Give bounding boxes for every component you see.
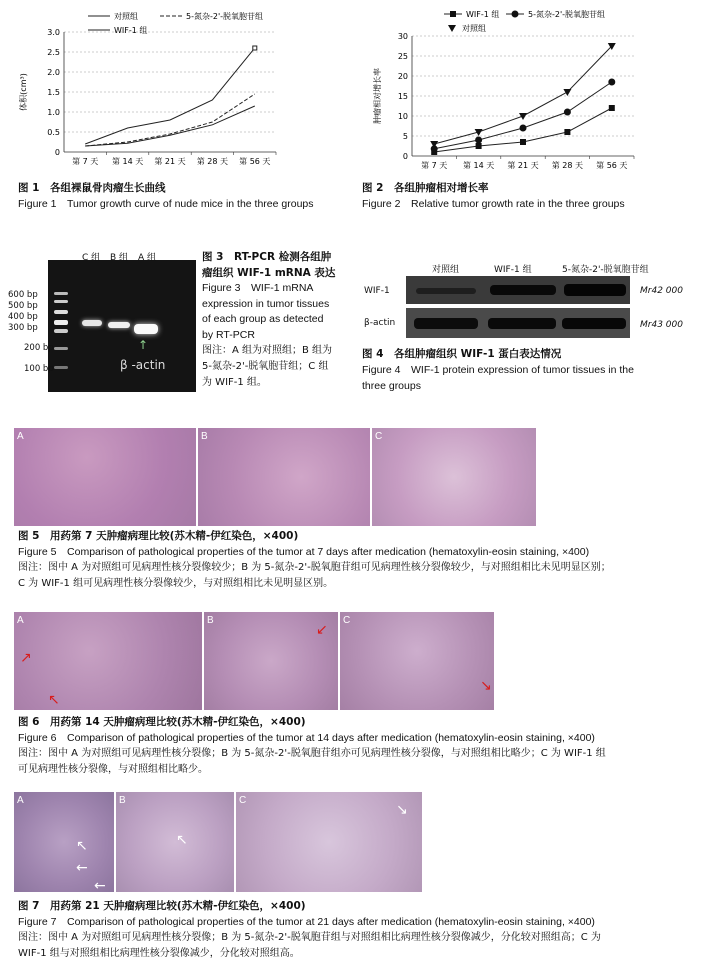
fig4-caption-en-2: three groups: [362, 380, 421, 392]
fig2-caption-zh: 图 2 各组肿瘤相对增长率: [362, 182, 489, 194]
x-tick-label: 第 21 天: [507, 161, 539, 170]
series-line: [85, 48, 255, 144]
data-point-circle: [608, 79, 615, 86]
legend-label-ctrl: 对照组: [462, 24, 486, 33]
fig2-chart: [372, 6, 652, 178]
x-tick-label: 第 56 天: [596, 161, 628, 170]
fig6-note-1: 图注：图中 A 为对照组可见病理性核分裂像；B 为 5-氮杂-2'-脱氧胞苷组亦可见病理性核分裂像，与对照组相比略少；C 为 WIF-1 组: [18, 748, 606, 759]
fig5-label-c: C: [375, 431, 383, 442]
data-point-circle: [564, 109, 571, 116]
fig1-caption: [18, 180, 348, 212]
x-tick-label: 第 28 天: [551, 161, 584, 170]
fig5-panels: [14, 428, 536, 526]
y-tick-label: 15: [397, 92, 408, 101]
legend-label-wif: WIF-1 组: [466, 10, 500, 19]
band-a: [134, 324, 158, 334]
red-arrow-icon: ↖: [48, 692, 60, 708]
y-tick-label: 1.5: [47, 88, 60, 97]
legend-marker-square: [450, 11, 456, 17]
legend-marker-triangle: [448, 25, 456, 32]
fig6-caption-zh: 图 6 用药第 14 天肿瘤病理比较(苏木精-伊红染色，×400): [18, 716, 306, 728]
fig3-gel: [8, 250, 196, 392]
data-point-circle: [475, 137, 482, 144]
fig4-caption: [362, 346, 702, 394]
fig7-panels: [14, 792, 422, 892]
fig3-caption-line2: 瘤组织 WIF-1 mRNA 表达: [202, 266, 336, 279]
y-tick-label: 10: [397, 112, 408, 121]
fig6-caption: [18, 714, 708, 778]
fig3-caption-line6: by RT-PCR: [202, 328, 255, 341]
fig6-caption-en: Figure 6 Comparison of pathological properties of the tumor at 14 days after medication (hematoxylin-eosin staining, ×400): [18, 732, 595, 744]
fig7-caption-zh: 图 7 用药第 21 天肿瘤病理比较(苏木精-伊红染色，×400): [18, 900, 306, 912]
fig3-caption-line4: expression in tumor tissues: [202, 297, 330, 310]
data-point-square: [476, 143, 482, 149]
red-arrow-icon: ↙: [316, 622, 328, 638]
fig4-blot: [362, 260, 702, 342]
fig5-caption: [18, 528, 708, 592]
y-tick-label: 20: [397, 72, 408, 81]
fig7-caption: [18, 898, 708, 962]
data-point-triangle: [563, 89, 571, 96]
fig3-caption-line7: 图注：A 组为对照组；B 组为: [202, 345, 333, 356]
marker-400: 400 bp: [8, 312, 38, 322]
fig5-label-b: B: [201, 431, 208, 442]
fig1-caption-zh: 图 1 各组裸鼠骨肉瘤生长曲线: [18, 182, 166, 194]
mw-wif1: Mr42 000: [640, 286, 683, 296]
fig3-caption-line1: 图 3 RT-PCR 检测各组肿: [202, 251, 332, 263]
legend-marker-circle: [512, 11, 519, 18]
y-tick-label: 3.0: [47, 28, 60, 37]
fig5-panel-b: [198, 428, 370, 526]
fig3-caption-line9: 为 WIF-1 组。: [202, 377, 267, 388]
fig7-note-2: WIF-1 组与对照组相比病理性核分裂像减少，分化较对照组高。: [18, 948, 300, 959]
x-tick-label: 第 21 天: [154, 157, 186, 166]
lane-label-b: B 组: [110, 253, 129, 263]
white-arrow-icon: ↖: [76, 838, 88, 854]
fig7-label-c: C: [239, 795, 247, 806]
blot-row-actin: β-actin: [364, 318, 396, 328]
y-tick-label: 30: [397, 32, 408, 41]
fig7-label-a: A: [17, 795, 24, 806]
data-point-square: [520, 139, 526, 145]
blot-strip-wif1: [406, 276, 630, 304]
fig6-label-a: A: [17, 615, 24, 626]
lane-label-c: C 组: [82, 253, 101, 263]
fig2-caption: [362, 180, 702, 212]
y-tick-label: 5: [402, 132, 408, 141]
white-arrow-icon: ↘: [396, 802, 408, 818]
legend-label-ctrl: 对照组: [114, 12, 138, 21]
blot-row-wif1: WIF-1: [364, 286, 390, 296]
fig3-caption: [202, 250, 362, 391]
red-arrow-icon: ↘: [480, 678, 492, 694]
fig6-panels: [14, 612, 494, 710]
y-tick-label: 1.0: [47, 108, 60, 117]
y-tick-label: 2.5: [47, 48, 60, 57]
data-point-square: [564, 129, 570, 135]
fig7-label-b: B: [119, 795, 126, 806]
fig5-panel-a: [14, 428, 196, 526]
fig5-note-2: C 为 WIF-1 组可见病理性核分裂像较少，与对照组相比未见明显区别。: [18, 578, 334, 589]
fig6-label-c: C: [343, 615, 351, 626]
white-arrow-icon: ←: [76, 860, 88, 876]
white-arrow-icon: ←: [94, 878, 106, 892]
fig5-note-1: 图注：图中 A 为对照组可见病理性核分裂像较少；B 为 5-氮杂-2'-脱氧胞苷组可见病理性核分裂像较少，与对照组相比未见明显区别；: [18, 562, 611, 573]
blot-group-wif: WIF-1 组: [494, 265, 532, 275]
fig6-panel-c: [340, 612, 494, 710]
fig3-caption-line3: Figure 3 WIF-1 mRNA: [202, 282, 314, 294]
fig7-caption-en: Figure 7 Comparison of pathological properties of the tumor at 21 days after medication (hematoxylin-eosin staining, ×400): [18, 916, 595, 928]
fig3-caption-line5: of each group as detected: [202, 313, 324, 325]
x-tick-label: 第 28 天: [196, 157, 229, 166]
marker-100: 100 bp: [24, 364, 54, 374]
fig4-caption-zh: 图 4 各组肿瘤组织 WIF-1 蛋白表达情况: [362, 348, 562, 360]
x-tick-label: 第 7 天: [72, 157, 99, 166]
fig6-note-2: 可见病理性核分裂像，与对照组相比略少。: [18, 764, 208, 775]
legend-label-aza: 5-氮杂-2'-脱氧胞苷组: [528, 10, 606, 19]
blot-group-ctrl: 对照组: [432, 265, 460, 275]
blot-strip-actin: [406, 308, 630, 338]
fig7-panel-c: [236, 792, 422, 892]
y-tick-label: 0: [54, 148, 60, 157]
lane-label-a: A 组: [138, 253, 157, 263]
x-tick-label: 第 14 天: [462, 161, 495, 170]
band-c: [82, 320, 102, 326]
ladder-bands: [54, 292, 68, 382]
blot-group-aza: 5-氮杂-2'-脱氧胞苷组: [562, 265, 649, 275]
fig7-panel-a: [14, 792, 114, 892]
y-tick-label: 0.5: [47, 128, 60, 137]
red-arrow-icon: ↗: [20, 650, 32, 666]
band-b: [108, 322, 130, 328]
actin-label: β -actin: [120, 358, 166, 372]
legend-label-wif: WIF-1 组: [114, 26, 148, 35]
data-point-square: [609, 105, 615, 111]
y-tick-label: 2.0: [47, 68, 60, 77]
fig1-caption-en: Figure 1 Tumor growth curve of nude mice in the three groups: [18, 198, 314, 210]
fig4-caption-en-1: Figure 4 WIF-1 protein expression of tumor tissues in the: [362, 364, 634, 376]
marker-300: 300 bp: [8, 323, 38, 333]
fig5-label-a: A: [17, 431, 24, 442]
data-point: [253, 46, 257, 50]
fig3-caption-line8: 5-氮杂-2'-脱氧胞苷组；C 组: [202, 361, 329, 372]
marker-200: 200 bp: [24, 343, 54, 353]
fig7-panel-b: [116, 792, 234, 892]
x-tick-label: 第 56 天: [239, 157, 271, 166]
y-tick-label: 0: [402, 152, 408, 161]
fig2-caption-en: Figure 2 Relative tumor growth rate in the three groups: [362, 198, 625, 210]
fig5-caption-zh: 图 5 用药第 7 天肿瘤病理比较(苏木精-伊红染色，×400): [18, 530, 299, 542]
x-tick-label: 第 7 天: [421, 161, 448, 170]
fig7-note-1: 图注：图中 A 为对照组可见病理性核分裂像；B 为 5-氮杂-2'-脱氧胞苷组与对照组相比病理性核分裂像减少，分化较对照组高；C 为: [18, 932, 601, 943]
fig6-panel-b: [204, 612, 338, 710]
marker-500: 500 bp: [8, 301, 38, 311]
marker-600: 600 bp: [8, 290, 38, 300]
fig5-panel-c: [372, 428, 536, 526]
fig6-label-b: B: [207, 615, 214, 626]
fig1-chart: [18, 6, 288, 178]
up-arrow-icon: ↑: [138, 338, 149, 352]
y-axis-label: 肿瘤相对增长率: [373, 68, 382, 124]
x-tick-label: 第 14 天: [111, 157, 144, 166]
white-arrow-icon: ↖: [176, 832, 188, 848]
legend-label-aza: 5-氮杂-2'-脱氧胞苷组: [186, 12, 264, 21]
mw-actin: Mr43 000: [640, 320, 683, 330]
fig6-panel-a: [14, 612, 202, 710]
data-point-circle: [520, 125, 527, 132]
fig5-caption-en: Figure 5 Comparison of pathological properties of the tumor at 7 days after medication (hematoxylin-eosin staining, ×400): [18, 546, 590, 558]
y-tick-label: 25: [397, 52, 408, 61]
y-axis-label: 体积(cm³): [19, 73, 28, 111]
